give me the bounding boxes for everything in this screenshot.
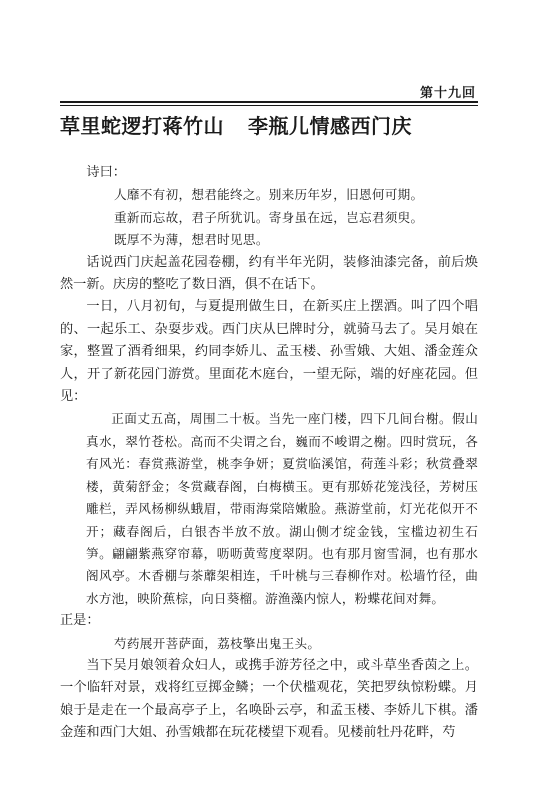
poem-line: 人靡不有初，想君能终之。别来历年岁，旧恩何可期。	[114, 187, 424, 203]
poem-line: 既厚不为薄，想君时见思。	[114, 232, 269, 248]
header-rule-thin	[60, 105, 478, 106]
garden-description: 正面丈五高，周围二十板。当先一座门楼，四下几间台榭。假山真水，翠竹苍松。高而不尖谓之台，巍而不峻谓之榭。四时赏玩，各有风光：春赏燕游堂，桃李争妍；夏赏临溪馆，荷莲斗彩；秋赏叠翠楼，黄菊舒金；冬赏藏春阁，白梅横玉。更有那娇花笼浅径，芳树压雕栏，弄风杨柳纵蛾眉，带雨海棠陪嫩脸。燕游堂前，灯光花似开不开；藏春阁后，白银杏半放不放。湖山侧才绽金钱，宝槛边初生石笋。翩翩紫燕穿帘幕，呖呖黄莺度翠阴。也有那月窗雪洞，也有那水阁风亭。木香棚与茶蘼架相连，千叶桃与三春柳作对。松墙竹径，曲水方池，映阶蕉棕，向日葵榴。游渔藻内惊人，粉蝶花间对舞。	[86, 411, 478, 606]
paragraph-3: 当下吴月娘领着众妇人，或携手游芳径之中，或斗草坐香茵之上。一个临轩对景，戏将红豆掷金鳞；一个伏槛观花，笑把罗纨惊粉蝶。月娘于是走在一个最高亭子上，名唤卧云亭，和孟玉楼、李娇儿下棋。潘金莲和西门大姐、孙雪娥都在玩花楼望下观看。见楼前牡丹花畔，芍	[60, 657, 478, 741]
header-rule-thick	[60, 101, 478, 103]
zhengshi-label: 正是：	[60, 613, 100, 629]
chapter-body	[60, 162, 478, 745]
couplet: 芍药展开菩萨面，荔枝擎出鬼王头。	[114, 635, 321, 651]
poem-intro: 诗曰：	[86, 165, 126, 180]
title-part-2: 李瓶儿情感西门庆	[248, 114, 412, 138]
poem-line: 重新而忘故，君子所犹讥。寄身虽在远，岂忘君须臾。	[114, 209, 424, 225]
chapter-title	[60, 110, 480, 139]
chapter-header: 第十九回	[419, 86, 476, 101]
title-part-1: 草里蛇逻打蒋竹山	[60, 114, 224, 138]
paragraph-2: 一日，八月初旬，与夏提刑做生日，在新买庄上摆酒。叫了四个唱的、一起乐工、杂耍步戏。西门庆从巳牌时分，就骑马去了。吴月娘在家，整置了酒肴细果，约同李娇儿、孟玉楼、孙雪娥、大姐、潘金莲众人，开了新花园门游赏。里面花木庭台，一望无际，端的好座花园。但见：	[60, 299, 478, 405]
paragraph-1: 话说西门庆起盖花园卷棚，约有半年光阴，装修油漆完备，前后焕然一新。庆房的整吃了数日酒，俱不在话下。	[60, 254, 478, 293]
